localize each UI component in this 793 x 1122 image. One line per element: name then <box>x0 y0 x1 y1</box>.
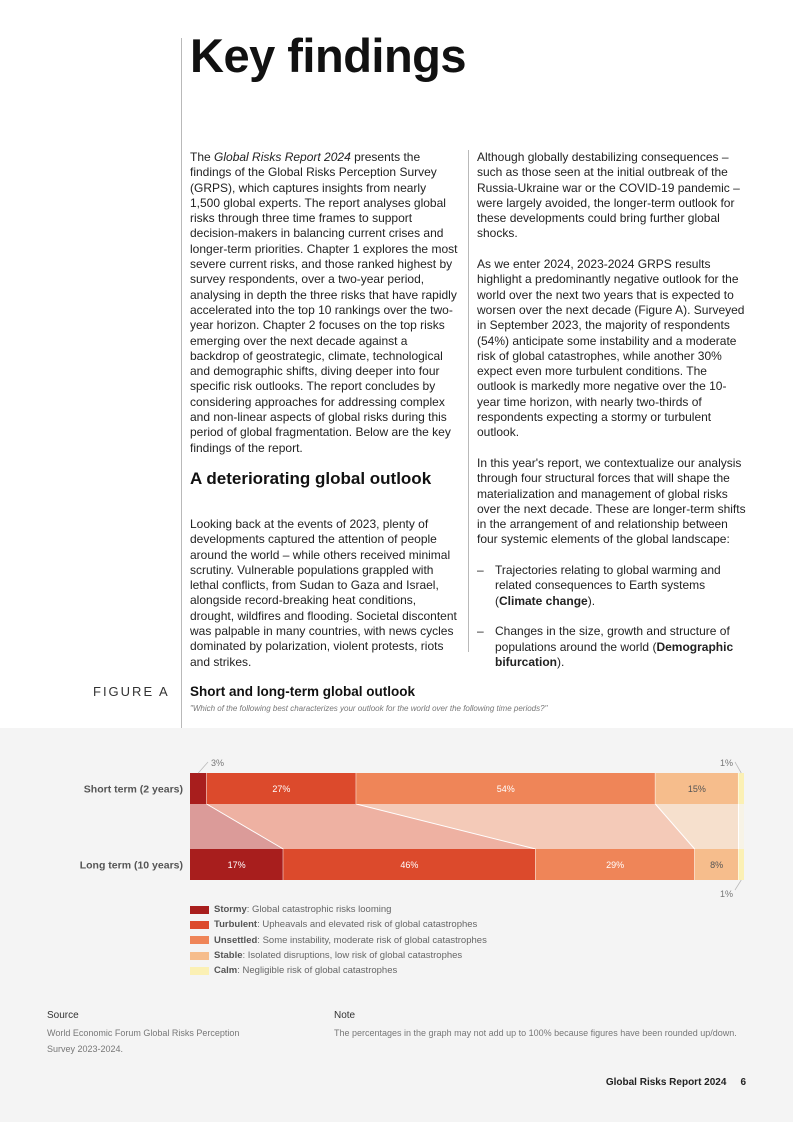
page-number: 6 <box>740 1077 746 1088</box>
legend-swatch <box>190 952 209 960</box>
column-divider-rule <box>468 150 469 652</box>
data-label: 27% <box>272 784 291 794</box>
figure-question: "Which of the following best characterizes your outlook for the world over the following time periods?" <box>190 704 548 713</box>
note-heading: Note <box>334 1010 356 1021</box>
bullet-climate: – Trajectories relating to global warming and related consequences to Earth systems (Climate change). <box>477 563 721 608</box>
legend-text: Stormy: Global catastrophic risks looming <box>214 904 392 916</box>
figure-title: Short and long-term global outlook <box>190 684 415 699</box>
legend-text: Calm: Negligible risk of global catastrophes <box>214 965 398 977</box>
right-column <box>477 150 747 685</box>
outlook-paragraph: As we enter 2024, 2023-2024 GRPS results highlight a predominantly negative outlook for the world over the next two years that is expected to worsen over the next decade (Figure A). Surveyed in September 2023, the majority of respondents (54%) anticipate some instability and a moderate risk of global catastrophes, while another 30% expect even more turbulent conditions. The outlook is markedly more negative over the 10-year time horizon, with nearly two-thirds of respondents expecting a stormy or turbulent outlook. <box>477 257 745 440</box>
callout-line <box>735 880 741 890</box>
connector-calm <box>738 804 744 849</box>
legend-text: Stable: Isolated disruptions, low risk of global catastrophes <box>214 950 463 962</box>
page-title: Key findings <box>190 29 467 82</box>
legend-text: Unsettled: Some instability, moderate risk of global catastrophes <box>214 934 487 946</box>
data-label-callout: 1% <box>719 758 733 768</box>
legend-text: Turbulent: Upheavals and elevated risk of global catastrophes <box>214 919 478 931</box>
data-label: 54% <box>496 784 515 794</box>
source-heading: Source <box>47 1010 79 1021</box>
bullet-demographic: – Changes in the size, growth and structure of populations around the world (Demographic bifurcation). <box>477 624 734 669</box>
data-label: 29% <box>606 860 625 870</box>
data-label: 15% <box>687 784 706 794</box>
left-column-lower <box>190 517 460 685</box>
intro-column <box>190 150 458 471</box>
legend-item-turbulent <box>190 917 487 932</box>
legend-swatch <box>190 936 209 944</box>
footer-report-title: Global Risks Report 2024 <box>605 1077 727 1088</box>
legend-item-stormy <box>190 902 487 917</box>
bar-calm-long <box>739 849 744 880</box>
category-label: Long term (10 years) <box>79 859 183 872</box>
left-vertical-rule <box>181 38 182 728</box>
bar-calm-short <box>738 773 744 804</box>
figure-label: FIGURE A <box>93 684 170 699</box>
legend-swatch <box>190 967 209 975</box>
legend-item-unsettled <box>190 933 487 948</box>
legend-swatch <box>190 921 209 929</box>
data-label: 17% <box>227 860 246 870</box>
data-label-callout: 1% <box>719 889 733 899</box>
callout-line <box>735 762 741 773</box>
outlook-chart <box>0 740 793 900</box>
legend-item-calm <box>190 963 487 978</box>
data-label: 46% <box>400 860 419 870</box>
consequences-paragraph: Although globally destabilizing consequences – such as those seen at the initial outbreak of the Russia-Ukraine war or the COVID-19 pandemic – were largely avoided, the longer-term outlook for these developments could bring further global shocks. <box>477 150 740 241</box>
data-label: 8% <box>710 860 724 870</box>
note-text: The percentages in the graph may not add up to 100% because figures have been rounded up/down. <box>334 1028 737 1038</box>
chart-legend <box>190 902 487 978</box>
legend-item-stable <box>190 948 487 963</box>
structural-forces-paragraph: In this year's report, we contextualize our analysis through four structural forces that will shape the materialization and management of global risks over the next decade. These are longer-term shifts in the arrangement of and relationship between four systemic elements of the global landscape: <box>477 455 746 547</box>
bar-stormy-short <box>190 773 207 804</box>
source-text: World Economic Forum Global Risks Perception Survey 2023-2024. <box>47 1028 240 1054</box>
page-footer <box>606 1077 746 1088</box>
callout-line <box>198 762 208 773</box>
legend-swatch <box>190 906 209 914</box>
category-label: Short term (2 years) <box>83 783 183 796</box>
intro-paragraph: The Global Risks Report 2024 presents the findings of the Global Risks Perception Survey (GRPS), which captures insights from nearly 1,500 global experts. The report analyses global risks through three time frames to support decision-makers in balancing current crises and longer-term priorities. Chapter 1 explores the most severe current risks, and those ranked highest by survey respondents, over a two-year period, analysing in depth the three risks that have rapidly accelerated into the top 10 rankings over the two-year horizon. Chapter 2 focuses on the top risks emerging over the next decade against a backdrop of geostrategic, climate, technological and demographic shifts, diving deeper into four specific risk outlooks. The report concludes by considering approaches for addressing complex and non-linear aspects of global risks during this period of global fragmentation. Below are the key findings of the report. <box>190 150 458 455</box>
data-label-callout: 3% <box>211 758 225 768</box>
section-heading: A deteriorating global outlook <box>190 469 432 488</box>
events-paragraph: Looking back at the events of 2023, plenty of developments captured the attention of people around the world – while others received minimal scrutiny. Vulnerable populations grappled with lethal conflicts, from Sudan to Gaza and Israel, alongside record-breaking heat conditions, drought, wildfires and flooding. Societal discontent was palpable in many countries, with news cycles dominated by polarization, violent protests, riots and strikes. <box>190 517 457 669</box>
